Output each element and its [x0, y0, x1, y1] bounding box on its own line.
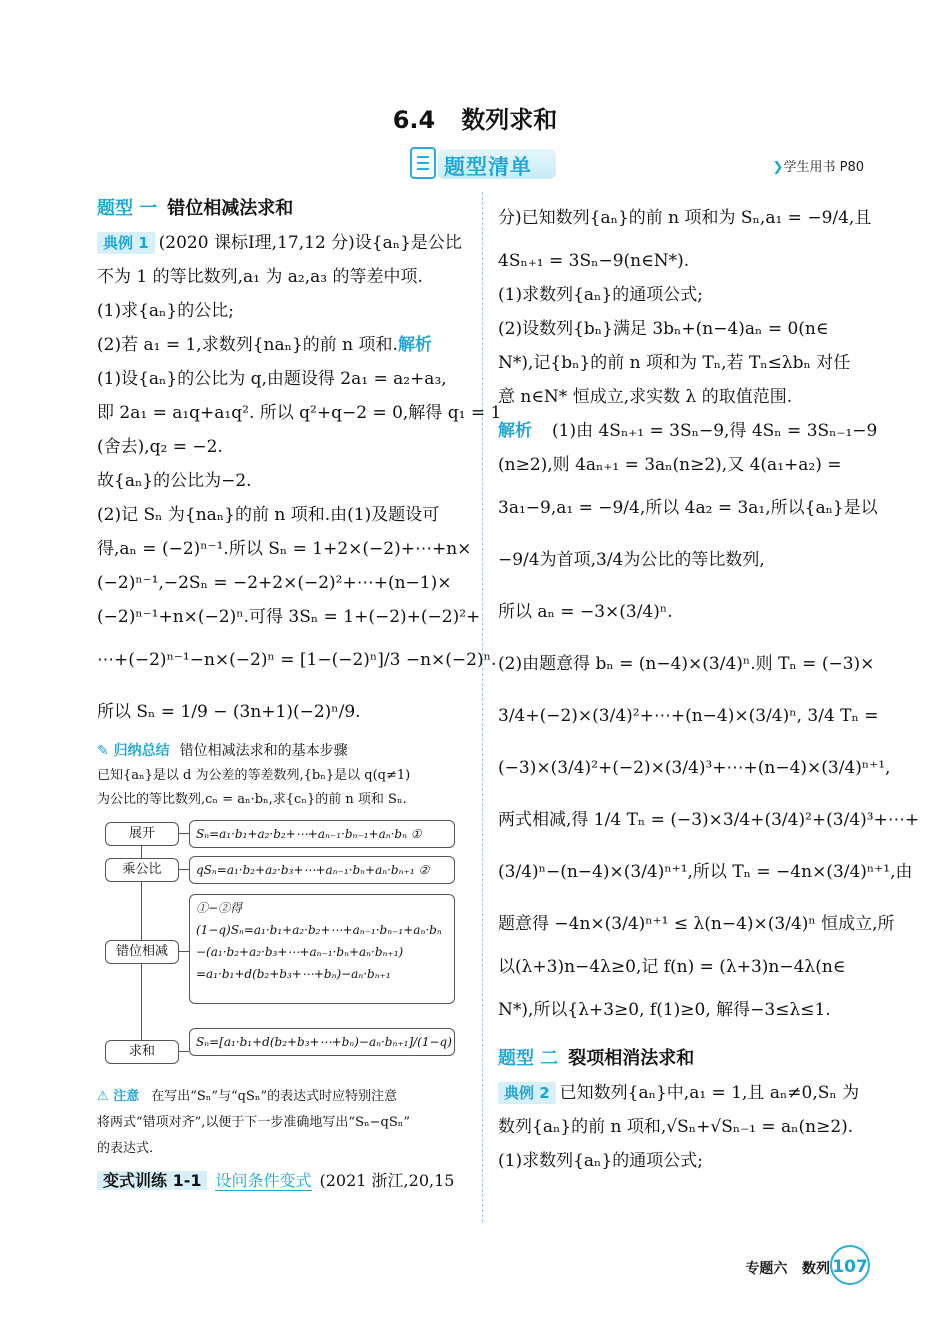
note-label: ⚠ 注意: [97, 1089, 140, 1104]
text-line: 题意得 −4n×(3/4)ⁿ⁺¹ ≤ λ(n−4)×(3/4)ⁿ 恒成立,所: [498, 914, 895, 934]
text-line: (2)设数列{bₙ}满足 3bₙ+(n−4)aₙ = 0(n∈: [498, 319, 829, 339]
text-line: (2)由题意得 bₙ = (n−4)×(3/4)ⁿ.则 Tₙ = (−3)×: [498, 654, 875, 674]
flow-eq-4: Sₙ=[a₁·b₁+d(b₂+b₃+⋯+bₙ)−aₙ·bₙ₊₁]/(1−q): [189, 1028, 455, 1056]
example-tag: 典例 1: [97, 232, 155, 254]
section-tag: 题型 一: [97, 198, 158, 219]
text-line: 分)已知数列{aₙ}的前 n 项和为 Sₙ,a₁ = −9/4,且: [498, 208, 872, 228]
text-line: N*),记{bₙ}的前 n 项和为 Tₙ,若 Tₙ≤λbₙ 对任: [498, 353, 851, 373]
text-line: 所以 aₙ = −3×(3/4)ⁿ.: [498, 602, 673, 622]
banner: [408, 147, 558, 183]
chevron-right-icon: ❯: [772, 160, 784, 175]
drill-label: 变式训练 1-1: [97, 1171, 207, 1190]
summary-heading: [97, 738, 475, 764]
section-heading-text: 裂项相消法求和: [568, 1048, 695, 1069]
flow-step-sum: 求和: [105, 1040, 179, 1064]
text-line: (−2)ⁿ⁻¹,−2Sₙ = −2+2×(−2)²+⋯+(n−1)×: [97, 573, 452, 593]
summary-title: 错位相减法求和的基本步骤: [179, 743, 348, 759]
drill-sub: 设问条件变式: [215, 1171, 312, 1190]
ref-prefix: 学生用书: [783, 160, 836, 175]
footer: [745, 1258, 830, 1278]
text-line: 3/4+(−2)×(3/4)²+⋯+(n−4)×(3/4)ⁿ, 3/4 Tₙ =: [498, 706, 879, 726]
page-number: 107: [830, 1245, 870, 1285]
text-line: (−3)×(3/4)²+(−2)×(3/4)³+⋯+(n−4)×(3/4)ⁿ⁺¹,: [498, 758, 891, 778]
text-line: (2)记 Sₙ 为{naₙ}的前 n 项和.由(1)及题设可: [97, 505, 440, 525]
text-line: 不为 1 的等比数列,a₁ 为 a₂,a₃ 的等差中项.: [97, 267, 423, 287]
text-line: (1)求数列{aₙ}的通项公式;: [498, 285, 703, 305]
summary-line: 为公比的等比数列,cₙ = aₙ·bₙ,求{cₙ}的前 n 项和 Sₙ.: [97, 792, 407, 807]
text-line: (n≥2),则 4aₙ₊₁ = 3aₙ(n≥2),又 4(a₁+a₂) =: [498, 455, 842, 475]
text-line: (−2)ⁿ⁻¹+n×(−2)ⁿ.可得 3Sₙ = 1+(−2)+(−2)²+: [97, 607, 481, 627]
column-divider: [482, 192, 483, 1222]
text-line: (1)设{aₙ}的公比为 q,由题设得 2a₁ = a₂+a₃,: [97, 369, 447, 389]
footer-topic: 专题六: [745, 1261, 788, 1277]
text-line: (2)若 a₁ = 1,求数列{naₙ}的前 n 项和.解析: [97, 335, 432, 355]
text-line: 数列{aₙ}的前 n 项和,√Sₙ+√Sₙ₋₁ = aₙ(n≥2).: [498, 1117, 854, 1137]
summary-label: ✎ 归纳总结: [97, 743, 170, 759]
text-line: 典例 2 已知数列{aₙ}中,a₁ = 1,且 aₙ≠0,Sₙ 为: [498, 1076, 874, 1110]
flow-eq-2: qSₙ=a₁·b₂+a₂·b₃+⋯+aₙ₋₁·bₙ+aₙ·bₙ₊₁ ②: [189, 856, 455, 884]
summary-line: 已知{aₙ}是以 d 为公差的等差数列,{bₙ}是以 q(q≠1): [97, 768, 411, 783]
left-column: [97, 192, 502, 1196]
ref-page: P80: [839, 160, 864, 175]
text-line: 故{aₙ}的公比为−2.: [97, 471, 252, 491]
text-line: 得,aₙ = (−2)ⁿ⁻¹.所以 Sₙ = 1+2×(−2)+⋯+n×: [97, 539, 472, 559]
text-line: 所以 Sₙ = 1/9 − (3n+1)(−2)ⁿ/9.: [97, 702, 361, 722]
text-line: 3a₁−9,a₁ = −9/4,所以 4a₂ = 3a₁,所以{aₙ}是以: [498, 498, 878, 518]
book-reference: [773, 156, 864, 175]
footer-chapter: 数列: [802, 1261, 830, 1277]
flow-step-multiply: 乘公比: [105, 858, 179, 882]
text-line: ⋯+(−2)ⁿ⁻¹−n×(−2)ⁿ = [1−(−2)ⁿ]/3 −n×(−2)ⁿ.: [97, 650, 497, 670]
text-line: N*),所以{λ+3≥0, f(1)≥0, 解得−3≤λ≤1.: [498, 1000, 831, 1020]
right-column: [498, 192, 920, 1178]
text-line: 即 2a₁ = a₁q+a₁q². 所以 q²+q−2 = 0,解得 q₁ = 1: [97, 403, 502, 423]
section-heading-text: 错位相减法求和: [167, 198, 294, 219]
flow-step-subtract: 错位相减: [105, 940, 179, 964]
section-tag: 题型 二: [498, 1048, 559, 1069]
section-heading-1: [97, 192, 475, 226]
page-title: [0, 100, 950, 135]
text-line: 4Sₙ₊₁ = 3Sₙ−9(n∈N*).: [498, 251, 690, 271]
analysis-label: 解析: [397, 335, 432, 355]
note: ⚠ 注意 在写出“Sₙ”与“qSₙ”的表达式时应特别注意 将两式“错项对齐”,以便于下一步准确地写出“Sₙ−qSₙ” 的表达式.: [97, 1089, 410, 1156]
text-line: 典例 1 (2020 课标Ⅰ理,17,12 分)设{aₙ}是公比: [97, 226, 475, 260]
text-line: (舍去),q₂ = −2.: [97, 437, 223, 457]
drill-line: 变式训练 1-1 设问条件变式 (2021 浙江,20,15: [97, 1166, 475, 1196]
text-line: 解析 (1)由 4Sₙ₊₁ = 3Sₙ−9,得 4Sₙ = 3Sₙ₋₁−9: [498, 421, 878, 441]
section-heading-2: [498, 1042, 874, 1076]
banner-title: 题型清单: [444, 155, 532, 179]
text-line: −9/4为首项,3/4为公比的等比数列,: [498, 550, 765, 570]
text-line: (3/4)ⁿ−(n−4)×(3/4)ⁿ⁺¹,所以 Tₙ = −4n×(3/4)ⁿ⁺¹,由: [498, 862, 913, 882]
analysis-label: 解析: [498, 421, 532, 441]
example-tag: 典例 2: [498, 1082, 556, 1104]
flowchart: [97, 816, 475, 1076]
text-line: 以(λ+3)n−4λ≥0,记 f(n) = (λ+3)n−4λ(n∈: [498, 957, 846, 977]
text-line: 两式相减,得 1/4 Tₙ = (−3)×3/4+(3/4)²+(3/4)³+⋯+: [498, 810, 920, 830]
flow-step-expand: 展开: [105, 822, 179, 846]
flow-eq-1: Sₙ=a₁·b₁+a₂·b₂+⋯+aₙ₋₁·bₙ₋₁+aₙ·bₙ ①: [189, 820, 455, 848]
text-line: (1)求数列{aₙ}的通项公式;: [498, 1151, 703, 1171]
checklist-icon: [410, 147, 436, 179]
text-line: 意 n∈N* 恒成立,求实数 λ 的取值范围.: [498, 387, 793, 407]
section-number: 6.4: [392, 106, 436, 134]
text-line: (1)求{aₙ}的公比;: [97, 301, 234, 321]
section-title: 数列求和: [461, 106, 558, 134]
flow-eq-3: ①−②得 (1−q)Sₙ=a₁·b₁+a₂·b₂+⋯+aₙ₋₁·bₙ₋₁+aₙ·bₙ −(a₁·b₂+a₂·b₃+⋯+aₙ₋₁·bₙ+aₙ·bₙ₊₁) =a₁·b₁+d(b₂+b₃+⋯+bₙ)−aₙ·bₙ₊₁: [189, 894, 455, 1004]
